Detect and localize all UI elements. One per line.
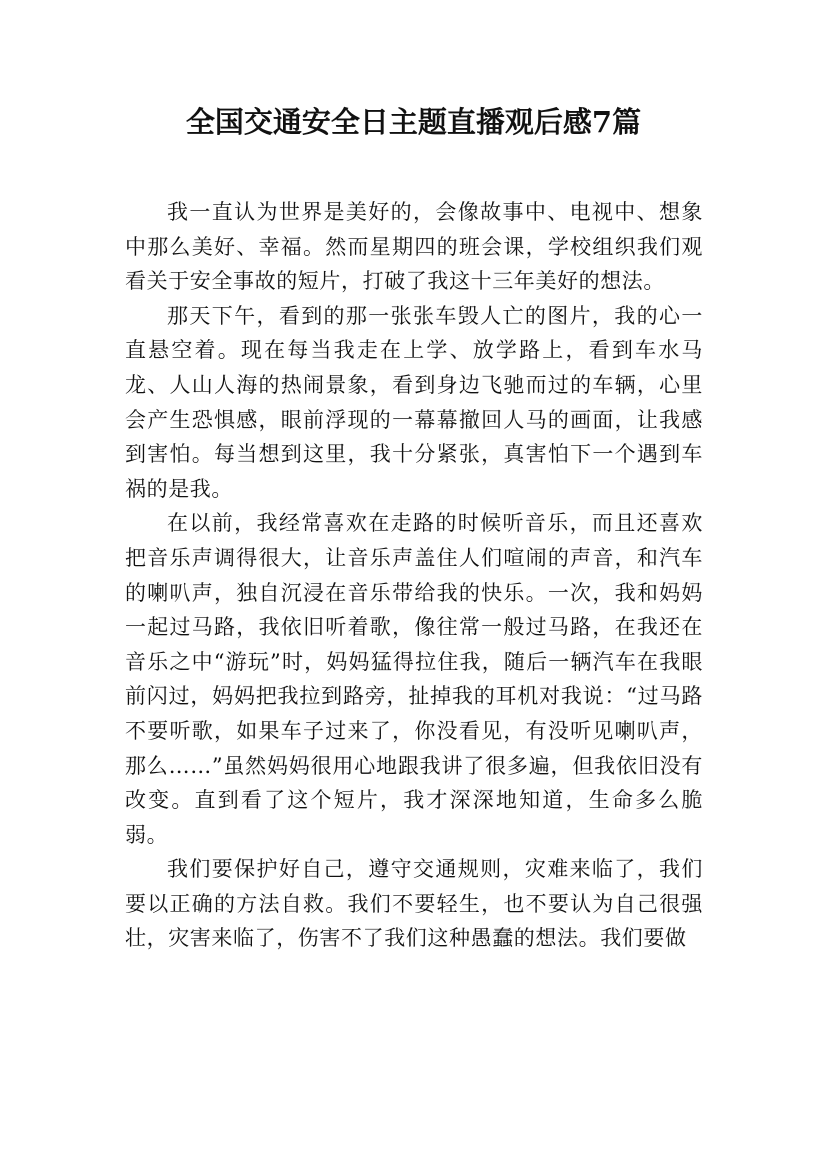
paragraph-3: 在以前，我经常喜欢在走路的时候听音乐，而且还喜欢把音乐声调得很大，让音乐声盖住人们喧闹的声音，和汽车的喇叭声，独自沉浸在音乐带给我的快乐。一次，我和妈妈一起过马路，我依旧听着歌，像往常一般过马路，在我还在音乐之中“游玩”时，妈妈猛得拉住我，随后一辆汽车在我眼前闪过，妈妈把我拉到路旁，扯掉我的耳机对我说：“过马路不要听歌，如果车子过来了，你没看见，有没听见喇叭声，那么……”虽然妈妈很用心地跟我讲了很多遍，但我依旧没有改变。直到看了这个短片，我才深深地知道，生命多么脆弱。 [125, 511, 703, 847]
document-title: 全国交通安全日主题直播观后感7篇 [185, 105, 642, 139]
paragraph-4: 我们要保护好自己，遵守交通规则，灾难来临了，我们要以正确的方法自救。我们不要轻生，也不要认为自己很强壮，灾害来临了，伤害不了我们这种愚蠢的想法。我们要做 [125, 857, 703, 951]
paragraph-1: 我一直认为世界是美好的，会像故事中、电视中、想象中那么美好、幸福。然而星期四的班会课，学校组织我们观看关于安全事故的短片，打破了我这十三年美好的想法。 [125, 200, 703, 294]
document-body [125, 195, 703, 956]
paragraph-2: 那天下午，看到的那一张张车毁人亡的图片，我的心一直悬空着。现在每当我走在上学、放学路上，看到车水马龙、人山人海的热闹景象，看到身边飞驰而过的车辆，心里会产生恐惧感，眼前浮现的一幕幕撤回人马的画面，让我感到害怕。每当想到这里，我十分紧张，真害怕下一个遇到车祸的是我。 [125, 303, 703, 501]
